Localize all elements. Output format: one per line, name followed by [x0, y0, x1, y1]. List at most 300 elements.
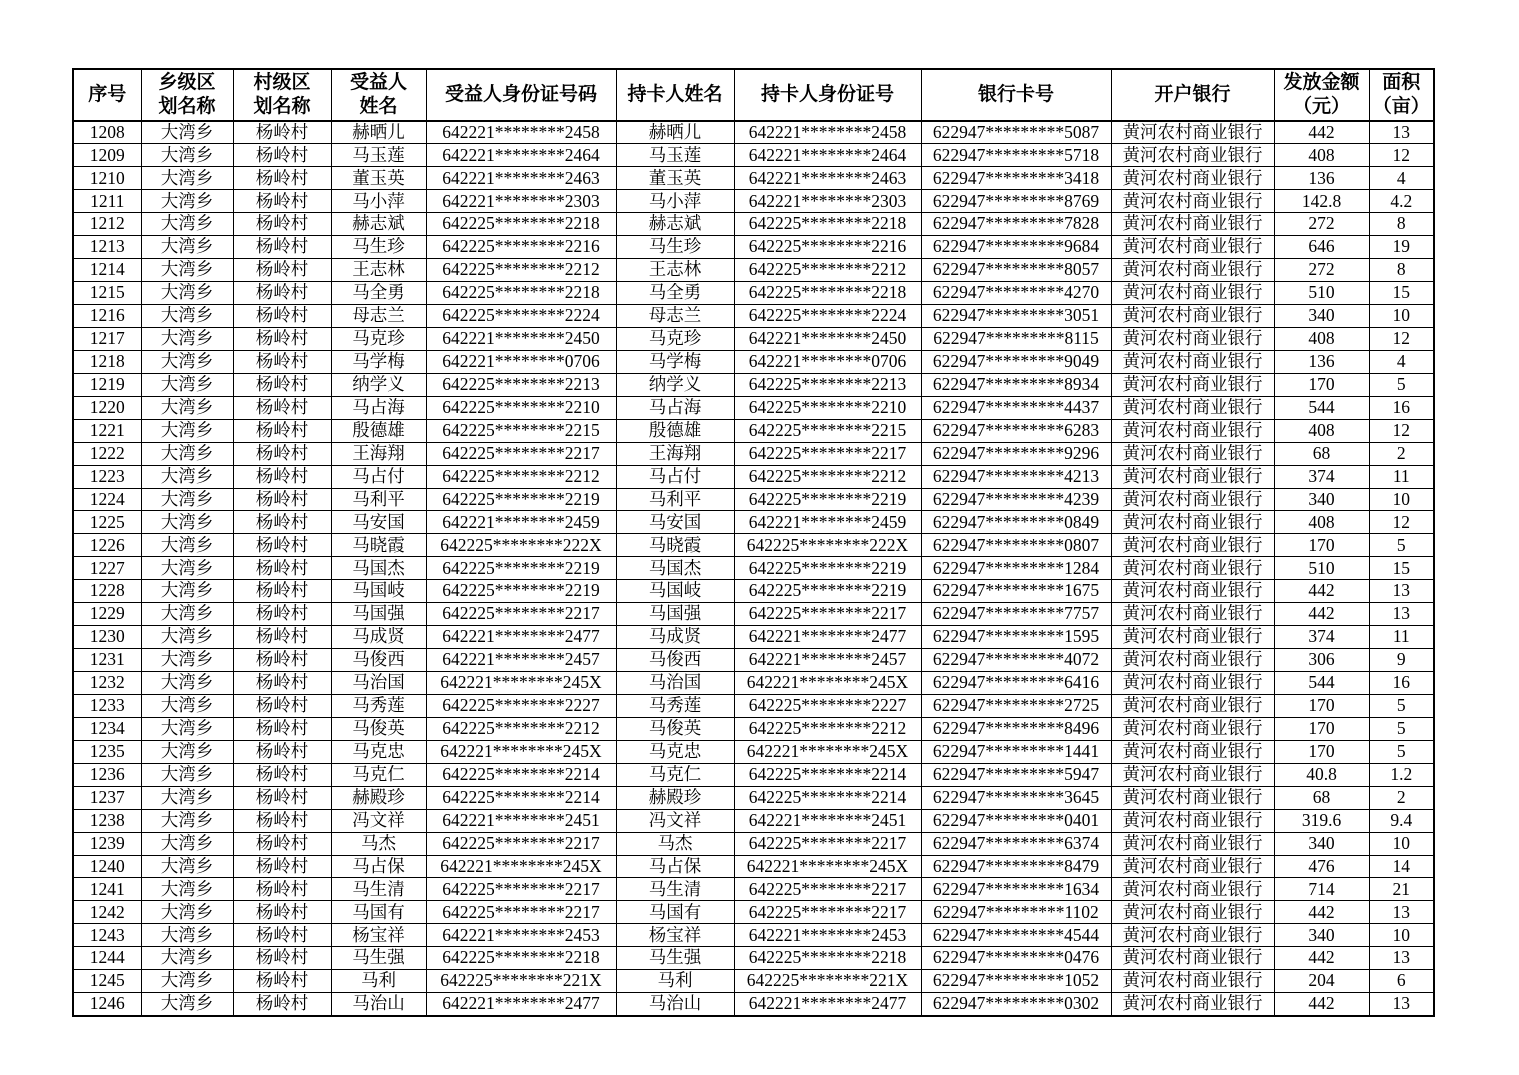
- cell-index: 1246: [73, 993, 141, 1016]
- table-row: [73, 809, 1434, 832]
- cell-index: 1223: [73, 465, 141, 488]
- cell-township: 大湾乡: [141, 305, 233, 328]
- cell-beneficiary: 马占保: [331, 855, 426, 878]
- table-row: [73, 970, 1434, 993]
- cell-beneficiary: 马国岐: [331, 580, 426, 603]
- table-row: [73, 327, 1434, 350]
- cell-cardholder-id: 642225********2224: [734, 305, 921, 328]
- cell-amount: 408: [1274, 511, 1369, 534]
- cell-village: 杨岭村: [233, 740, 331, 763]
- cell-cardholder-id: 642225********2218: [734, 282, 921, 305]
- cell-bank: 黄河农村商业银行: [1111, 465, 1274, 488]
- cell-bank: 黄河农村商业银行: [1111, 855, 1274, 878]
- cell-index: 1208: [73, 121, 141, 144]
- table-row: [73, 580, 1434, 603]
- cell-beneficiary: 马国强: [331, 603, 426, 626]
- cell-beneficiary: 马俊英: [331, 717, 426, 740]
- cell-amount: 442: [1274, 121, 1369, 144]
- cell-township: 大湾乡: [141, 809, 233, 832]
- cell-card-number: 622947*********6374: [921, 832, 1111, 855]
- cell-index: 1231: [73, 649, 141, 672]
- cell-card-number: 622947*********8115: [921, 327, 1111, 350]
- cell-area: 4: [1369, 350, 1434, 373]
- cell-township: 大湾乡: [141, 694, 233, 717]
- cell-township: 大湾乡: [141, 442, 233, 465]
- cell-cardholder-id: 642225********2214: [734, 763, 921, 786]
- cell-card-number: 622947*********0401: [921, 809, 1111, 832]
- cell-beneficiary-id: 642225********2215: [426, 419, 616, 442]
- cell-cardholder-id: 642225********2217: [734, 603, 921, 626]
- cell-amount: 476: [1274, 855, 1369, 878]
- cell-township: 大湾乡: [141, 786, 233, 809]
- cell-amount: 442: [1274, 603, 1369, 626]
- cell-index: 1225: [73, 511, 141, 534]
- cell-beneficiary-id: 642221********2451: [426, 809, 616, 832]
- cell-cardholder: 马安国: [616, 511, 734, 534]
- cell-village: 杨岭村: [233, 121, 331, 144]
- cell-amount: 442: [1274, 580, 1369, 603]
- cell-cardholder-id: 642221********2450: [734, 327, 921, 350]
- table-row: [73, 236, 1434, 259]
- cell-cardholder-id: 642221********2463: [734, 167, 921, 190]
- cell-beneficiary-id: 642225********2212: [426, 259, 616, 282]
- cell-bank: 黄河农村商业银行: [1111, 373, 1274, 396]
- cell-area: 10: [1369, 488, 1434, 511]
- cell-cardholder-id: 642221********2459: [734, 511, 921, 534]
- cell-area: 10: [1369, 832, 1434, 855]
- cell-cardholder: 马占付: [616, 465, 734, 488]
- cell-beneficiary-id: 642225********2218: [426, 282, 616, 305]
- cell-area: 13: [1369, 901, 1434, 924]
- cell-index: 1237: [73, 786, 141, 809]
- cell-cardholder: 马生清: [616, 878, 734, 901]
- cell-cardholder: 马全勇: [616, 282, 734, 305]
- cell-bank: 黄河农村商业银行: [1111, 305, 1274, 328]
- cell-beneficiary: 马治山: [331, 993, 426, 1016]
- cell-village: 杨岭村: [233, 763, 331, 786]
- cell-area: 2: [1369, 786, 1434, 809]
- cell-cardholder-id: 642221********2303: [734, 190, 921, 213]
- cell-bank: 黄河农村商业银行: [1111, 947, 1274, 970]
- cell-bank: 黄河农村商业银行: [1111, 442, 1274, 465]
- cell-township: 大湾乡: [141, 236, 233, 259]
- cell-village: 杨岭村: [233, 970, 331, 993]
- cell-bank: 黄河农村商业银行: [1111, 924, 1274, 947]
- cell-amount: 142.8: [1274, 190, 1369, 213]
- cell-beneficiary: 马秀莲: [331, 694, 426, 717]
- cell-index: 1221: [73, 419, 141, 442]
- cell-township: 大湾乡: [141, 763, 233, 786]
- cell-beneficiary: 马克忠: [331, 740, 426, 763]
- cell-amount: 272: [1274, 213, 1369, 236]
- cell-amount: 306: [1274, 649, 1369, 672]
- cell-beneficiary: 赫殿珍: [331, 786, 426, 809]
- cell-area: 11: [1369, 465, 1434, 488]
- cell-cardholder-id: 642225********2218: [734, 213, 921, 236]
- cell-card-number: 622947*********1102: [921, 901, 1111, 924]
- cell-card-number: 622947*********4270: [921, 282, 1111, 305]
- cell-card-number: 622947*********4239: [921, 488, 1111, 511]
- cell-beneficiary-id: 642221********0706: [426, 350, 616, 373]
- cell-beneficiary: 马杰: [331, 832, 426, 855]
- cell-index: 1224: [73, 488, 141, 511]
- cell-township: 大湾乡: [141, 832, 233, 855]
- cell-beneficiary: 纳学义: [331, 373, 426, 396]
- cell-index: 1244: [73, 947, 141, 970]
- cell-beneficiary-id: 642221********245X: [426, 672, 616, 695]
- cell-bank: 黄河农村商业银行: [1111, 786, 1274, 809]
- cell-village: 杨岭村: [233, 694, 331, 717]
- cell-township: 大湾乡: [141, 373, 233, 396]
- cell-village: 杨岭村: [233, 259, 331, 282]
- cell-beneficiary: 马成贤: [331, 626, 426, 649]
- column-header-beneficiary: 受益人 姓名: [331, 69, 426, 121]
- cell-index: 1220: [73, 396, 141, 419]
- cell-cardholder-id: 642225********222X: [734, 534, 921, 557]
- cell-beneficiary: 马晓霞: [331, 534, 426, 557]
- cell-card-number: 622947*********4213: [921, 465, 1111, 488]
- table-row: [73, 144, 1434, 167]
- cell-township: 大湾乡: [141, 167, 233, 190]
- table-row: [73, 282, 1434, 305]
- cell-area: 15: [1369, 557, 1434, 580]
- cell-card-number: 622947*********8934: [921, 373, 1111, 396]
- cell-area: 13: [1369, 603, 1434, 626]
- cell-village: 杨岭村: [233, 373, 331, 396]
- cell-bank: 黄河农村商业银行: [1111, 396, 1274, 419]
- cell-bank: 黄河农村商业银行: [1111, 649, 1274, 672]
- cell-area: 12: [1369, 511, 1434, 534]
- column-header-village: 村级区 划名称: [233, 69, 331, 121]
- cell-bank: 黄河农村商业银行: [1111, 419, 1274, 442]
- cell-village: 杨岭村: [233, 878, 331, 901]
- cell-amount: 510: [1274, 557, 1369, 580]
- cell-card-number: 622947*********1284: [921, 557, 1111, 580]
- cell-beneficiary-id: 642225********221X: [426, 970, 616, 993]
- cell-village: 杨岭村: [233, 649, 331, 672]
- cell-area: 5: [1369, 717, 1434, 740]
- table-row: [73, 649, 1434, 672]
- table-row: [73, 442, 1434, 465]
- table-row: [73, 717, 1434, 740]
- table-row: [73, 947, 1434, 970]
- cell-beneficiary-id: 642225********2219: [426, 580, 616, 603]
- cell-cardholder: 殷德雄: [616, 419, 734, 442]
- cell-village: 杨岭村: [233, 786, 331, 809]
- cell-area: 13: [1369, 580, 1434, 603]
- cell-amount: 442: [1274, 993, 1369, 1016]
- column-header-amount: 发放金额 （元）: [1274, 69, 1369, 121]
- cell-index: 1230: [73, 626, 141, 649]
- column-header-index: 序号: [73, 69, 141, 121]
- cell-amount: 340: [1274, 305, 1369, 328]
- cell-cardholder-id: 642225********2214: [734, 786, 921, 809]
- cell-card-number: 622947*********1441: [921, 740, 1111, 763]
- column-header-bank: 开户银行: [1111, 69, 1274, 121]
- cell-amount: 408: [1274, 419, 1369, 442]
- cell-cardholder: 马克忠: [616, 740, 734, 763]
- cell-cardholder: 马国强: [616, 603, 734, 626]
- cell-cardholder-id: 642221********245X: [734, 855, 921, 878]
- cell-area: 21: [1369, 878, 1434, 901]
- cell-beneficiary: 马学梅: [331, 350, 426, 373]
- cell-area: 6: [1369, 970, 1434, 993]
- table-row: [73, 993, 1434, 1016]
- cell-area: 12: [1369, 419, 1434, 442]
- cell-beneficiary-id: 642225********2218: [426, 947, 616, 970]
- cell-beneficiary-id: 642225********2217: [426, 442, 616, 465]
- cell-card-number: 622947*********8057: [921, 259, 1111, 282]
- cell-card-number: 622947*********3418: [921, 167, 1111, 190]
- cell-card-number: 622947*********5947: [921, 763, 1111, 786]
- cell-village: 杨岭村: [233, 809, 331, 832]
- cell-beneficiary: 冯文祥: [331, 809, 426, 832]
- cell-cardholder: 马小萍: [616, 190, 734, 213]
- cell-cardholder: 马克仁: [616, 763, 734, 786]
- cell-card-number: 622947*********6283: [921, 419, 1111, 442]
- cell-beneficiary-id: 642221********2303: [426, 190, 616, 213]
- cell-index: 1210: [73, 167, 141, 190]
- cell-village: 杨岭村: [233, 488, 331, 511]
- cell-beneficiary-id: 642221********2477: [426, 993, 616, 1016]
- cell-beneficiary-id: 642225********2218: [426, 213, 616, 236]
- cell-card-number: 622947*********5718: [921, 144, 1111, 167]
- table-row: [73, 396, 1434, 419]
- cell-amount: 170: [1274, 534, 1369, 557]
- cell-cardholder-id: 642225********2217: [734, 442, 921, 465]
- cell-village: 杨岭村: [233, 327, 331, 350]
- column-header-area: 面积 （亩）: [1369, 69, 1434, 121]
- cell-bank: 黄河农村商业银行: [1111, 236, 1274, 259]
- cell-beneficiary: 马生清: [331, 878, 426, 901]
- cell-township: 大湾乡: [141, 924, 233, 947]
- cell-village: 杨岭村: [233, 993, 331, 1016]
- cell-village: 杨岭村: [233, 534, 331, 557]
- cell-beneficiary-id: 642225********2217: [426, 878, 616, 901]
- cell-area: 1.2: [1369, 763, 1434, 786]
- cell-beneficiary: 董玉英: [331, 167, 426, 190]
- cell-amount: 68: [1274, 442, 1369, 465]
- cell-beneficiary: 王志林: [331, 259, 426, 282]
- table-row: [73, 350, 1434, 373]
- cell-bank: 黄河农村商业银行: [1111, 534, 1274, 557]
- table-row: [73, 878, 1434, 901]
- table-row: [73, 924, 1434, 947]
- cell-township: 大湾乡: [141, 465, 233, 488]
- cell-beneficiary-id: 642221********245X: [426, 855, 616, 878]
- cell-amount: 340: [1274, 924, 1369, 947]
- cell-beneficiary: 马全勇: [331, 282, 426, 305]
- cell-area: 4: [1369, 167, 1434, 190]
- table-row: [73, 901, 1434, 924]
- cell-beneficiary-id: 642225********2219: [426, 557, 616, 580]
- cell-index: 1233: [73, 694, 141, 717]
- cell-area: 4.2: [1369, 190, 1434, 213]
- cell-card-number: 622947*********8496: [921, 717, 1111, 740]
- cell-cardholder: 马国杰: [616, 557, 734, 580]
- column-header-cardholder: 持卡人姓名: [616, 69, 734, 121]
- cell-area: 10: [1369, 924, 1434, 947]
- cell-area: 5: [1369, 373, 1434, 396]
- cell-index: 1213: [73, 236, 141, 259]
- cell-amount: 204: [1274, 970, 1369, 993]
- cell-area: 16: [1369, 396, 1434, 419]
- table-row: [73, 832, 1434, 855]
- cell-amount: 68: [1274, 786, 1369, 809]
- cell-cardholder: 董玉英: [616, 167, 734, 190]
- cell-amount: 374: [1274, 465, 1369, 488]
- cell-township: 大湾乡: [141, 282, 233, 305]
- cell-amount: 646: [1274, 236, 1369, 259]
- cell-cardholder: 赫晒儿: [616, 121, 734, 144]
- cell-area: 13: [1369, 947, 1434, 970]
- cell-village: 杨岭村: [233, 855, 331, 878]
- cell-area: 14: [1369, 855, 1434, 878]
- cell-index: 1209: [73, 144, 141, 167]
- cell-township: 大湾乡: [141, 672, 233, 695]
- cell-amount: 442: [1274, 901, 1369, 924]
- cell-area: 5: [1369, 694, 1434, 717]
- cell-cardholder-id: 642221********2451: [734, 809, 921, 832]
- cell-beneficiary-id: 642221********2464: [426, 144, 616, 167]
- cell-village: 杨岭村: [233, 557, 331, 580]
- cell-amount: 170: [1274, 694, 1369, 717]
- cell-amount: 544: [1274, 396, 1369, 419]
- cell-index: 1226: [73, 534, 141, 557]
- cell-amount: 374: [1274, 626, 1369, 649]
- column-header-card-number: 银行卡号: [921, 69, 1111, 121]
- cell-cardholder-id: 642225********2213: [734, 373, 921, 396]
- cell-cardholder-id: 642225********2219: [734, 488, 921, 511]
- cell-amount: 408: [1274, 144, 1369, 167]
- cell-index: 1232: [73, 672, 141, 695]
- cell-cardholder: 马利: [616, 970, 734, 993]
- cell-bank: 黄河农村商业银行: [1111, 970, 1274, 993]
- cell-cardholder: 马生珍: [616, 236, 734, 259]
- cell-cardholder-id: 642225********2217: [734, 832, 921, 855]
- cell-bank: 黄河农村商业银行: [1111, 213, 1274, 236]
- cell-township: 大湾乡: [141, 947, 233, 970]
- header-row: [73, 69, 1434, 121]
- table-row: [73, 855, 1434, 878]
- table-row: [73, 534, 1434, 557]
- cell-beneficiary-id: 642221********2477: [426, 626, 616, 649]
- cell-cardholder-id: 642221********2464: [734, 144, 921, 167]
- cell-amount: 170: [1274, 717, 1369, 740]
- cell-beneficiary-id: 642225********2219: [426, 488, 616, 511]
- cell-index: 1211: [73, 190, 141, 213]
- table-row: [73, 305, 1434, 328]
- cell-beneficiary: 马利: [331, 970, 426, 993]
- cell-beneficiary-id: 642225********2224: [426, 305, 616, 328]
- cell-cardholder: 马克珍: [616, 327, 734, 350]
- cell-index: 1218: [73, 350, 141, 373]
- cell-bank: 黄河农村商业银行: [1111, 809, 1274, 832]
- cell-amount: 170: [1274, 373, 1369, 396]
- cell-cardholder: 马成贤: [616, 626, 734, 649]
- cell-cardholder-id: 642221********245X: [734, 672, 921, 695]
- cell-cardholder-id: 642221********2477: [734, 993, 921, 1016]
- cell-beneficiary: 马占付: [331, 465, 426, 488]
- cell-amount: 40.8: [1274, 763, 1369, 786]
- table-row: [73, 419, 1434, 442]
- cell-cardholder: 马晓霞: [616, 534, 734, 557]
- cell-beneficiary: 马国杰: [331, 557, 426, 580]
- cell-amount: 272: [1274, 259, 1369, 282]
- cell-card-number: 622947*********3051: [921, 305, 1111, 328]
- table-row: [73, 694, 1434, 717]
- cell-amount: 136: [1274, 167, 1369, 190]
- cell-township: 大湾乡: [141, 580, 233, 603]
- cell-index: 1217: [73, 327, 141, 350]
- cell-cardholder: 马学梅: [616, 350, 734, 373]
- cell-index: 1228: [73, 580, 141, 603]
- table-row: [73, 259, 1434, 282]
- cell-village: 杨岭村: [233, 626, 331, 649]
- cell-area: 2: [1369, 442, 1434, 465]
- cell-card-number: 622947*********3645: [921, 786, 1111, 809]
- cell-card-number: 622947*********9296: [921, 442, 1111, 465]
- cell-amount: 340: [1274, 488, 1369, 511]
- cell-cardholder: 杨宝祥: [616, 924, 734, 947]
- cell-bank: 黄河农村商业银行: [1111, 580, 1274, 603]
- cell-bank: 黄河农村商业银行: [1111, 993, 1274, 1016]
- cell-card-number: 622947*********0807: [921, 534, 1111, 557]
- table-row: [73, 740, 1434, 763]
- cell-beneficiary-id: 642225********2214: [426, 786, 616, 809]
- cell-card-number: 622947*********1675: [921, 580, 1111, 603]
- cell-area: 9.4: [1369, 809, 1434, 832]
- cell-village: 杨岭村: [233, 167, 331, 190]
- cell-cardholder: 马治国: [616, 672, 734, 695]
- cell-cardholder-id: 642221********2457: [734, 649, 921, 672]
- cell-area: 15: [1369, 282, 1434, 305]
- cell-area: 5: [1369, 534, 1434, 557]
- cell-bank: 黄河农村商业银行: [1111, 190, 1274, 213]
- cell-index: 1234: [73, 717, 141, 740]
- table-row: [73, 603, 1434, 626]
- cell-village: 杨岭村: [233, 465, 331, 488]
- table-row: [73, 626, 1434, 649]
- cell-township: 大湾乡: [141, 557, 233, 580]
- cell-cardholder-id: 642225********2210: [734, 396, 921, 419]
- cell-beneficiary-id: 642221********245X: [426, 740, 616, 763]
- cell-township: 大湾乡: [141, 878, 233, 901]
- cell-cardholder: 马杰: [616, 832, 734, 855]
- cell-cardholder-id: 642225********2212: [734, 465, 921, 488]
- cell-beneficiary-id: 642225********2213: [426, 373, 616, 396]
- cell-township: 大湾乡: [141, 419, 233, 442]
- cell-index: 1212: [73, 213, 141, 236]
- cell-cardholder: 马生强: [616, 947, 734, 970]
- cell-bank: 黄河农村商业银行: [1111, 144, 1274, 167]
- cell-cardholder: 马利平: [616, 488, 734, 511]
- cell-card-number: 622947*********5087: [921, 121, 1111, 144]
- cell-cardholder: 马秀莲: [616, 694, 734, 717]
- column-header-beneficiary-id: 受益人身份证号码: [426, 69, 616, 121]
- table-row: [73, 373, 1434, 396]
- cell-cardholder: 王志林: [616, 259, 734, 282]
- cell-beneficiary: 马玉莲: [331, 144, 426, 167]
- cell-cardholder-id: 642221********2458: [734, 121, 921, 144]
- cell-cardholder-id: 642221********0706: [734, 350, 921, 373]
- cell-index: 1214: [73, 259, 141, 282]
- cell-township: 大湾乡: [141, 740, 233, 763]
- cell-village: 杨岭村: [233, 717, 331, 740]
- cell-beneficiary-id: 642221********2450: [426, 327, 616, 350]
- cell-index: 1219: [73, 373, 141, 396]
- cell-bank: 黄河农村商业银行: [1111, 282, 1274, 305]
